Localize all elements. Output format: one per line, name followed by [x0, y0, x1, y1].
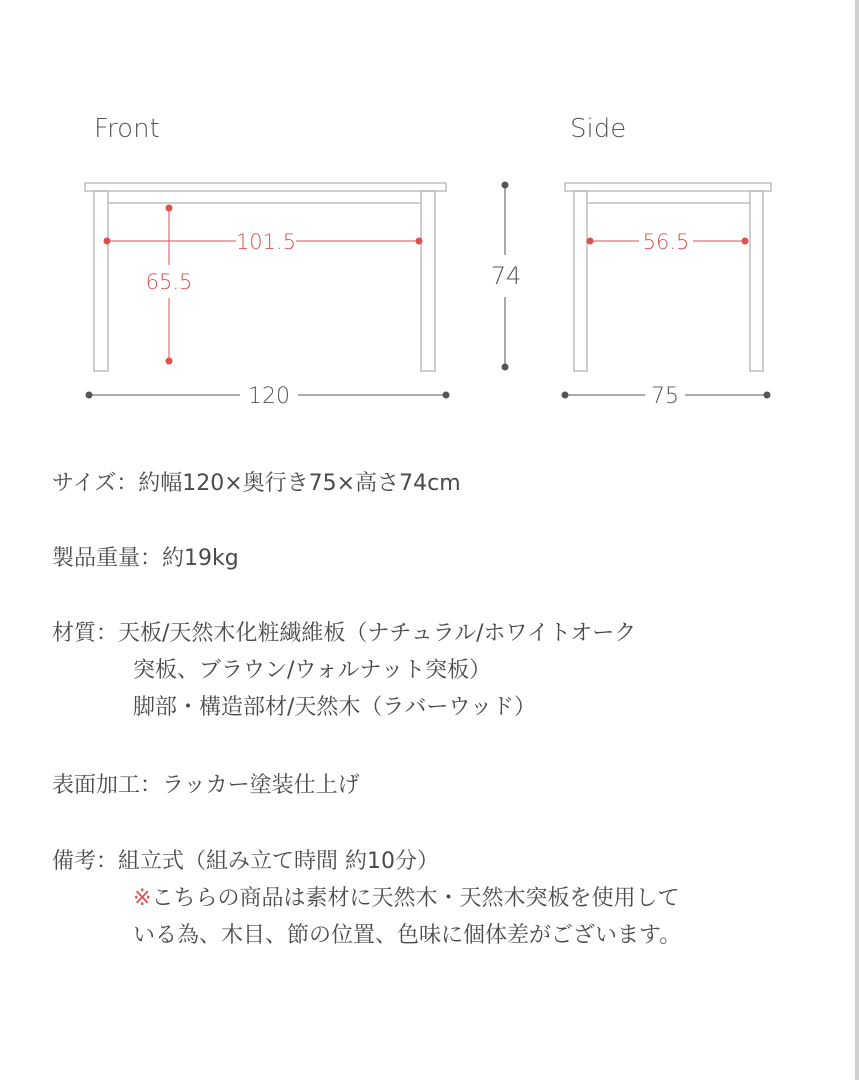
spec-finish — [52, 767, 360, 804]
spec-material — [52, 615, 636, 726]
spec-remarks-note-line-1 — [52, 880, 681, 917]
spec-remarks — [52, 843, 681, 954]
side-inner-width-label: 56.5 — [642, 230, 690, 254]
spec-weight — [52, 540, 239, 577]
spec-size — [52, 465, 461, 502]
spec-material-label: 材質： — [52, 621, 119, 646]
spec-finish-label: 表面加工： — [52, 773, 163, 798]
front-total-width-dimension — [86, 384, 450, 409]
note-mark: ※ — [133, 886, 152, 911]
side-total-width-label: 75 — [651, 384, 679, 409]
spec-remarks-value: 組立式（組み立て時間 約10分） — [118, 849, 440, 874]
side-total-width-dimension — [562, 384, 771, 409]
total-height-dimension — [491, 182, 522, 371]
side-table-outline — [565, 183, 771, 371]
front-title: Front — [94, 114, 160, 144]
front-inner-width-dimension — [104, 230, 423, 254]
front-inner-height-label: 65.5 — [145, 270, 193, 294]
spec-material-line-1: 天板/天然木化粧繊維板（ナチュラル/ホワイトオーク — [118, 621, 637, 646]
spec-weight-value: 約19kg — [162, 546, 239, 571]
front-inner-width-label: 101.5 — [235, 230, 297, 254]
note-text-1: こちらの商品は素材に天然木・天然木突板を使用して — [151, 886, 680, 911]
dimension-diagram — [0, 0, 859, 430]
front-table-outline — [85, 183, 446, 371]
front-inner-height-dimension — [146, 205, 193, 365]
spec-size-label: サイズ： — [52, 471, 139, 496]
side-title: Side — [570, 114, 627, 144]
spec-material-line-3: 脚部・構造部材/天然木（ラバーウッド） — [133, 695, 536, 720]
spec-remarks-label: 備考： — [52, 849, 119, 874]
spec-weight-label: 製品重量： — [52, 546, 163, 571]
front-total-width-label: 120 — [248, 384, 290, 409]
side-inner-width-dimension — [587, 230, 749, 254]
spec-material-line-2: 突板、ブラウン/ウォルナット突板） — [133, 658, 492, 683]
spec-remarks-note-line-2: いる為、木目、節の位置、色味に個体差がございます。 — [133, 923, 682, 948]
side-total-height-label: 74 — [490, 262, 522, 290]
spec-finish-value: ラッカー塗装仕上げ — [162, 773, 360, 798]
spec-size-value: 約幅120×奥行き75×高さ74cm — [138, 471, 461, 496]
